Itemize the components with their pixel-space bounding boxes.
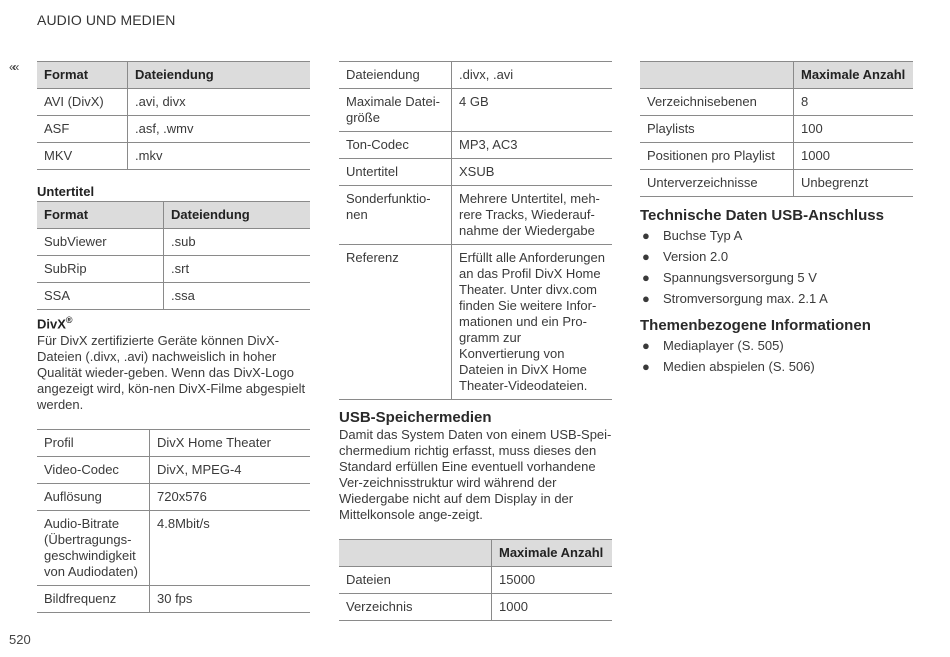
divx-heading — [37, 315, 310, 331]
column-1 — [37, 61, 310, 613]
list-item-text: Version 2.0 — [663, 249, 729, 264]
column-2 — [339, 61, 612, 621]
table-cell: MP3, AC3 — [452, 132, 613, 159]
table-cell: SSA — [37, 283, 164, 310]
divx-details-table — [339, 61, 612, 400]
table-cell: .sub — [164, 229, 311, 256]
table-cell: .srt — [164, 256, 311, 283]
list-item[interactable] — [640, 335, 913, 356]
untertitel-heading: Untertitel — [37, 184, 95, 199]
table-cell: Ton-Codec — [339, 132, 452, 159]
table-cell: Referenz — [339, 245, 452, 400]
table-cell: 1000 — [492, 594, 613, 621]
tech-specs-list — [640, 225, 913, 309]
table-cell: 100 — [794, 116, 914, 143]
table-cell: Untertitel — [339, 159, 452, 186]
registered-mark: ® — [65, 315, 73, 325]
table-cell: Unterverzeichnisse — [640, 170, 794, 197]
table-cell: 720x576 — [150, 484, 311, 511]
topic-link[interactable]: Medien abspielen (S. 506) — [663, 359, 815, 374]
table-cell: Playlists — [640, 116, 794, 143]
table-cell: XSUB — [452, 159, 613, 186]
formats-table — [37, 61, 310, 170]
table-cell: Video-Codec — [37, 457, 150, 484]
divx-profile-table — [37, 429, 310, 613]
table-cell: Unbegrenzt — [794, 170, 914, 197]
table-cell: .avi, divx — [128, 89, 311, 116]
table-cell: DivX Home Theater — [150, 430, 311, 457]
table-cell: 30 fps — [150, 586, 311, 613]
table-cell: Auflösung — [37, 484, 150, 511]
list-item-text: Spannungsversorgung 5 V — [663, 270, 817, 285]
table-header-empty — [339, 540, 492, 567]
table-cell: .mkv — [128, 143, 311, 170]
divx-paragraph: Für DivX zertifizierte Geräte können DivX-Dateien (.divx, .avi) nachweislich in hoher Qualität wieder-geben. Wenn das DivX-Logo angezeigt wird, kön-nen DivX-Filme abgespielt werden. — [37, 333, 306, 413]
table-cell: MKV — [37, 143, 128, 170]
bullet-icon: ● — [642, 228, 650, 243]
table-cell: AVI (DivX) — [37, 89, 128, 116]
related-topics-list — [640, 335, 913, 377]
tech-specs-heading: Technische Daten USB-Anschluss — [640, 207, 884, 224]
table-cell: Verzeichnis — [339, 594, 492, 621]
table-header: Format — [37, 202, 164, 229]
table-cell: Dateien — [339, 567, 492, 594]
page-header: AUDIO UND MEDIEN — [37, 12, 176, 28]
table-cell: 8 — [794, 89, 914, 116]
table-cell: Maximale Datei-größe — [339, 89, 452, 132]
bullet-icon: ● — [642, 359, 650, 374]
table-cell: Audio-Bitrate (Übertragungs-geschwindigkeit von Audiodaten) — [37, 511, 150, 586]
usb-limits-table — [640, 61, 913, 197]
table-cell: .divx, .avi — [452, 62, 613, 89]
bullet-icon: ● — [642, 249, 650, 264]
table-cell: .asf, .wmv — [128, 116, 311, 143]
table-cell: 15000 — [492, 567, 613, 594]
table-header: Format — [37, 62, 128, 89]
table-cell: 1000 — [794, 143, 914, 170]
divx-heading-text: DivX — [37, 316, 66, 332]
list-item-text: Buchse Typ A — [663, 228, 743, 243]
table-header: Maximale Anzahl — [794, 62, 914, 89]
list-item — [640, 225, 913, 246]
untertitel-table — [37, 201, 310, 310]
list-item — [640, 246, 913, 267]
table-cell: 4 GB — [452, 89, 613, 132]
table-cell: Bildfrequenz — [37, 586, 150, 613]
list-item — [640, 267, 913, 288]
table-cell: .ssa — [164, 283, 311, 310]
usb-paragraph: Damit das System Daten von einem USB-Spei-chermedium richtig erfasst, muss dieses den Standard erfüllen Eine eventuell vorhandene Ver-zeichnisstruktur wird während der Wiedergabe nicht auf dem Display in der Mittelkonsole ange-zeigt. — [339, 427, 612, 522]
table-cell: Positionen pro Playlist — [640, 143, 794, 170]
table-cell: DivX, MPEG-4 — [150, 457, 311, 484]
table-header-empty — [640, 62, 794, 89]
table-cell: ASF — [37, 116, 128, 143]
table-cell: Dateiendung — [339, 62, 452, 89]
back-arrows-icon[interactable]: «« — [9, 60, 17, 74]
bullet-icon: ● — [642, 338, 650, 353]
list-item[interactable] — [640, 356, 913, 377]
table-header: Dateiendung — [164, 202, 311, 229]
usb-heading: USB-Speichermedien — [339, 409, 492, 426]
table-header: Maximale Anzahl — [492, 540, 613, 567]
page-number: 520 — [9, 632, 31, 647]
list-item-text: Stromversorgung max. 2.1 A — [663, 291, 828, 306]
table-cell: Mehrere Untertitel, meh-rere Tracks, Wiederauf-nahme der Wiedergabe — [452, 186, 613, 245]
bullet-icon: ● — [642, 270, 650, 285]
table-header: Dateiendung — [128, 62, 311, 89]
usb-max-table — [339, 539, 612, 621]
table-cell: 4.8Mbit/s — [150, 511, 311, 586]
table-cell: Verzeichnisebenen — [640, 89, 794, 116]
related-topics-heading: Themenbezogene Informationen — [640, 317, 871, 334]
bullet-icon: ● — [642, 291, 650, 306]
table-cell: SubRip — [37, 256, 164, 283]
topic-link[interactable]: Mediaplayer (S. 505) — [663, 338, 784, 353]
list-item — [640, 288, 913, 309]
column-3 — [640, 61, 913, 377]
table-cell: Profil — [37, 430, 150, 457]
table-cell: Erfüllt alle Anforderungen an das Profil DivX Home Theater. Unter divx.com finden Sie weitere Infor-mationen und ein Pro-gramm zur Konvertierung von Dateien in DivX Home Theater-Videodateien. — [452, 245, 613, 400]
table-cell: SubViewer — [37, 229, 164, 256]
table-cell: Sonderfunktio-nen — [339, 186, 452, 245]
